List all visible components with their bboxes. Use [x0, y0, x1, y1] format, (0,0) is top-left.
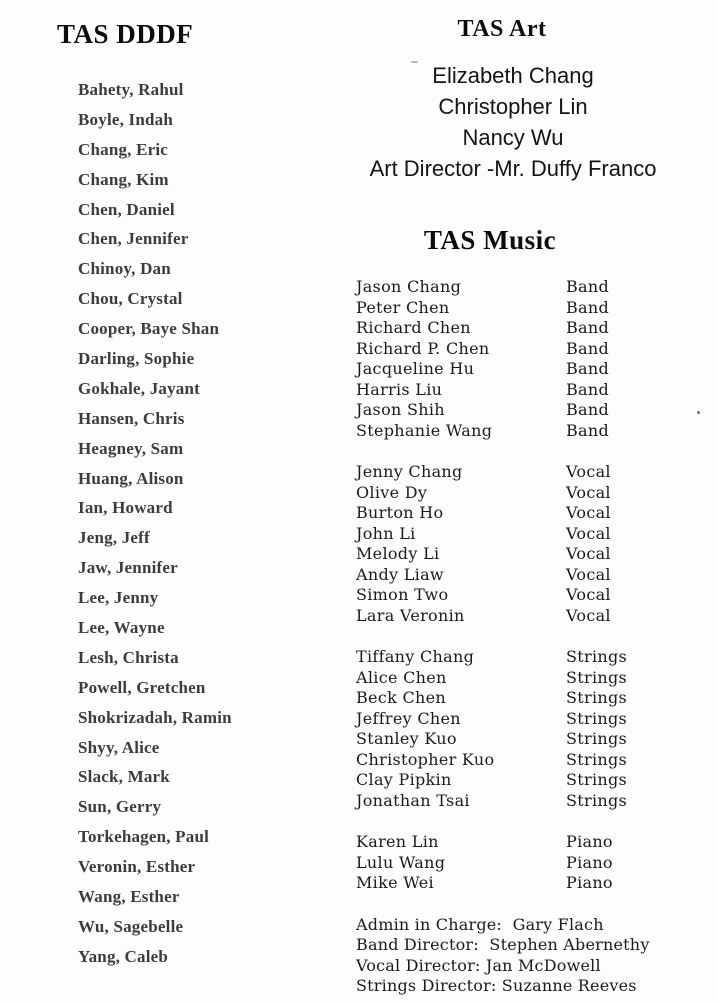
- member-name: Peter Chen: [356, 297, 450, 317]
- music-roster-row: [356, 791, 696, 812]
- dddf-name-item: Chang, Kim: [78, 169, 169, 189]
- member-name: Stephanie Wang: [356, 420, 493, 440]
- music-roster-row: [356, 688, 696, 709]
- music-roster-row: [356, 647, 696, 668]
- member-name: Lara Veronin: [356, 605, 465, 625]
- piano-group: [356, 832, 696, 894]
- member-role: Strings: [566, 729, 628, 748]
- member-role: Vocal: [566, 564, 611, 584]
- music-roster-row: [356, 544, 696, 565]
- member-name: Karen Lin: [356, 832, 439, 851]
- credit-line: Band Director: Stephen Abernethy: [356, 935, 650, 954]
- member-name: Andy Liaw: [356, 564, 444, 584]
- dddf-name-item: Gokhale, Jayant: [78, 378, 201, 398]
- dddf-name-item: Chang, Eric: [78, 139, 169, 159]
- member-name: Burton Ho: [356, 503, 444, 522]
- music-roster-row: [356, 668, 696, 689]
- credit-line: Vocal Director: Jan McDowell: [356, 955, 601, 975]
- dddf-name-item: Boyle, Indah: [78, 109, 173, 129]
- member-name: Richard Chen: [356, 318, 471, 337]
- member-role: Band: [566, 400, 610, 419]
- art-member-list: [336, 60, 690, 184]
- dddf-name-item: Huang, Alison: [78, 468, 184, 488]
- music-section-title: TAS Music: [423, 225, 557, 255]
- member-role: Piano: [566, 873, 613, 892]
- member-role: Band: [566, 359, 610, 378]
- music-roster-row: [356, 853, 696, 874]
- credit-line: Admin in Charge: Gary Flach: [356, 914, 604, 934]
- member-name: Clay Pipkin: [356, 770, 452, 789]
- dddf-name-item: Bahety, Rahul: [78, 80, 184, 99]
- dddf-name-item: Sun, Gerry: [78, 797, 162, 817]
- music-roster-row: [356, 400, 696, 421]
- music-credits: [356, 915, 696, 997]
- music-roster-row: [356, 606, 696, 627]
- member-role: Strings: [566, 667, 628, 687]
- music-roster-row: [356, 770, 696, 791]
- dddf-name-item: Jeng, Jeff: [78, 528, 150, 548]
- dddf-name-item: Chen, Jennifer: [78, 229, 189, 249]
- dddf-name-item: Cooper, Baye Shan: [78, 319, 220, 339]
- dddf-name-item: Powell, Gretchen: [78, 677, 206, 697]
- member-name: Olive Dy: [356, 482, 428, 502]
- music-roster-row: [356, 750, 696, 771]
- member-name: Richard P. Chen: [356, 338, 490, 358]
- member-name: Lulu Wang: [356, 852, 446, 872]
- member-role: Band: [566, 318, 610, 337]
- member-role: Band: [566, 379, 610, 399]
- member-name: Jason Chang: [356, 277, 462, 296]
- member-role: Vocal: [566, 503, 611, 522]
- member-role: Band: [566, 297, 610, 317]
- vocal-group: [356, 462, 696, 626]
- scan-speck: [411, 61, 418, 63]
- member-role: Vocal: [566, 462, 611, 481]
- music-roster-row: [356, 277, 696, 298]
- dddf-name-item: Yang, Caleb: [78, 946, 169, 966]
- member-name: Tiffany Chang: [356, 647, 475, 666]
- music-roster-row: [356, 359, 696, 380]
- dddf-name-item: Lesh, Christa: [78, 647, 179, 667]
- art-member-line: Art Director -Mr. Duffy Franco: [369, 156, 657, 181]
- dddf-name-item: Wang, Esther: [78, 887, 180, 907]
- music-roster-row: [356, 298, 696, 319]
- strings-group: [356, 647, 696, 811]
- member-name: Jacqueline Hu: [356, 359, 475, 378]
- band-group: [356, 277, 696, 441]
- music-roster-row: [356, 318, 696, 339]
- member-role: Piano: [566, 832, 613, 851]
- member-name: Mike Wei: [356, 873, 434, 892]
- member-role: Band: [566, 338, 610, 358]
- music-roster-row: [356, 421, 696, 442]
- dddf-name-item: Darling, Sophie: [78, 349, 195, 369]
- music-roster-row: [356, 483, 696, 504]
- music-roster-row: [356, 585, 696, 606]
- member-role: Vocal: [566, 544, 611, 563]
- dddf-name-item: Torkehagen, Paul: [78, 827, 210, 847]
- dddf-name-item: Wu, Sagebelle: [78, 916, 184, 936]
- dddf-section-title: TAS DDDF: [57, 19, 194, 49]
- credit-line: Strings Director: Suzanne Reeves: [356, 976, 637, 995]
- member-name: Alice Chen: [356, 667, 447, 687]
- dddf-name-item: Hansen, Chris: [78, 408, 185, 428]
- member-role: Strings: [566, 647, 628, 666]
- member-role: Strings: [566, 790, 628, 810]
- member-role: Band: [566, 277, 610, 296]
- music-roster: [356, 277, 696, 997]
- scan-speck: [697, 411, 700, 414]
- member-name: Jeffrey Chen: [356, 708, 461, 728]
- member-role: Strings: [566, 688, 628, 707]
- member-name: Harris Liu: [356, 379, 443, 399]
- member-name: Melody Li: [356, 544, 440, 563]
- music-roster-row: [356, 524, 696, 545]
- music-roster-row: [356, 462, 696, 483]
- dddf-name-item: Lee, Jenny: [78, 588, 159, 608]
- dddf-name-item: Chen, Daniel: [78, 199, 175, 219]
- member-role: Strings: [566, 770, 628, 789]
- dddf-name-item: Heagney, Sam: [78, 438, 184, 458]
- music-roster-row: [356, 832, 696, 853]
- music-roster-row: [356, 873, 696, 894]
- member-name: Jason Shih: [356, 400, 445, 419]
- member-name: Jenny Chang: [356, 462, 463, 481]
- member-name: John Li: [356, 523, 416, 543]
- member-name: Stanley Kuo: [356, 729, 457, 748]
- art-member-line: Nancy Wu: [462, 125, 564, 150]
- member-role: Vocal: [566, 605, 611, 625]
- member-name: Jonathan Tsai: [356, 790, 470, 810]
- dddf-name-item: Shyy, Alice: [78, 737, 160, 757]
- music-roster-row: [356, 380, 696, 401]
- dddf-name-item: Slack, Mark: [78, 767, 170, 787]
- music-roster-row: [356, 503, 696, 524]
- dddf-name-item: Veronin, Esther: [78, 857, 196, 877]
- dddf-name-item: Chou, Crystal: [78, 289, 183, 309]
- music-roster-row: [356, 339, 696, 360]
- member-role: Strings: [566, 749, 628, 769]
- music-roster-row: [356, 565, 696, 586]
- music-roster-row: [356, 729, 696, 750]
- member-name: Christopher Kuo: [356, 749, 495, 769]
- member-role: Piano: [566, 852, 613, 872]
- dddf-name-list: [78, 75, 232, 972]
- music-roster-row: [356, 709, 696, 730]
- art-member-line: Christopher Lin: [438, 94, 588, 119]
- member-role: Vocal: [566, 585, 611, 604]
- member-role: Strings: [566, 708, 628, 728]
- member-role: Vocal: [566, 523, 611, 543]
- dddf-name-item: Ian, Howard: [78, 498, 173, 518]
- dddf-name-item: Lee, Wayne: [78, 618, 165, 638]
- art-section-title: TAS Art: [457, 16, 547, 42]
- member-role: Band: [566, 420, 610, 440]
- art-member-line: Elizabeth Chang: [432, 63, 594, 88]
- dddf-name-item: Chinoy, Dan: [78, 259, 171, 279]
- dddf-name-item: Jaw, Jennifer: [78, 558, 178, 578]
- member-name: Simon Two: [356, 585, 449, 604]
- member-role: Vocal: [566, 482, 611, 502]
- dddf-name-item: Shokrizadah, Ramin: [78, 707, 232, 727]
- member-name: Beck Chen: [356, 688, 446, 707]
